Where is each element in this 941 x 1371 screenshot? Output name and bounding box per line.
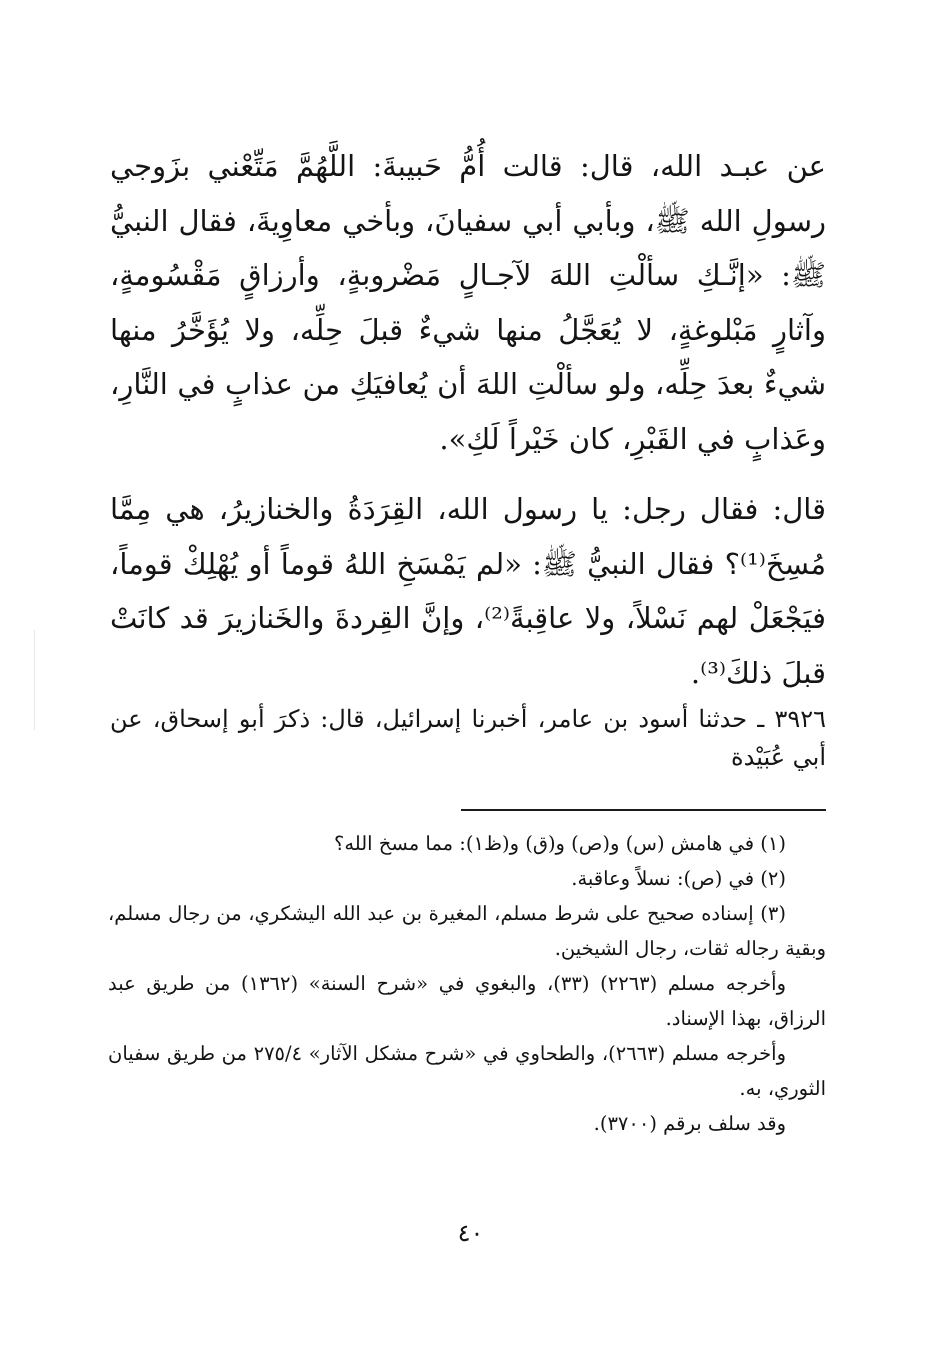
hadith-paragraph-1: عن عبـد الله، قال: قالت أُمُّ حَبيبةَ: اللَّهُمَّ مَتِّعْني بزَوجي رسولِ الله ﷺ، وبأبي أبي سفيانَ، وبأخي معاوِيةَ، فقال النبيُّ ﷺ: «إنَّـكِ سألْتِ اللهَ لآجـالٍ مَضْروبةٍ، وأرزاقٍ مَقْسُومةٍ، وآثارٍ مَبْلوغةٍ، لا يُعَجَّلُ منها شيءٌ قبلَ حِلِّه، ولا يُؤَخَّرُ منها شيءٌ بعدَ حِلِّه، ولو سألْتِ اللهَ أن يُعافيَكِ من عذابٍ في النَّارِ، وعَذابٍ في القَبْرِ، كان خَيْراً لَكِ». [110,149,826,456]
hadith-isnad-3926: ٣٩٢٦ ـ حدثنا أسود بن عامر، أخبرنا إسرائيل، قال: ذكرَ أبو إسحاق، عن أبي عُبَيْدة [110,705,826,771]
page-number: ٤٠ [457,1219,484,1247]
footnote-1: (١) في هامش (س) و(ص) و(ق) و(ظ١): مما مسخ الله؟ [333,832,786,855]
hadith-paragraph-2: قال: فقال رجل: يا رسول الله، القِرَدَةُ والخنازيرُ، هي مِمَّا مُسِخَ⁽¹⁾؟ فقال النبيُّ ﷺ: «لم يَمْسَخِ اللهُ قوماً أو يُهْلِكْ قوماً، فيَجْعَلْ لهم نَسْلاً، ولا عاقِبةً⁽²⁾، وإنَّ القِردةَ والخَنازيرَ قد كانَتْ قبلَ ذلكَ⁽³⁾. [110,492,826,690]
footnote-3: (٣) إسناده صحيح على شرط مسلم، المغيرة بن عبد الله اليشكري، من رجال مسلم، وبقية رجاله ثقات، رجال الشيخين. [108,902,826,960]
scan-margin-mark [34,630,35,730]
footnote-separator [461,809,826,811]
footnote-3-cross-reference: وقد سلف برقم (٣٧٠٠). [593,1112,786,1135]
footnote-3-takhrij-1: وأخرجه مسلم (٢٢٦٣) (٣٣)، والبغوي في «شرح السنة» (١٣٦٢) من طريق عبد الرزاق، بهذا الإسناد. [108,972,826,1030]
footnote-2: (٢) في (ص): نسلاً وعاقبة. [571,867,786,890]
footnote-3-takhrij-2: وأخرجه مسلم (٢٦٦٣)، والطحاوي في «شرح مشكل الآثار» ٢٧٥/٤ من طريق سفيان الثوري، به. [108,1042,826,1100]
footnotes [108,826,826,1141]
